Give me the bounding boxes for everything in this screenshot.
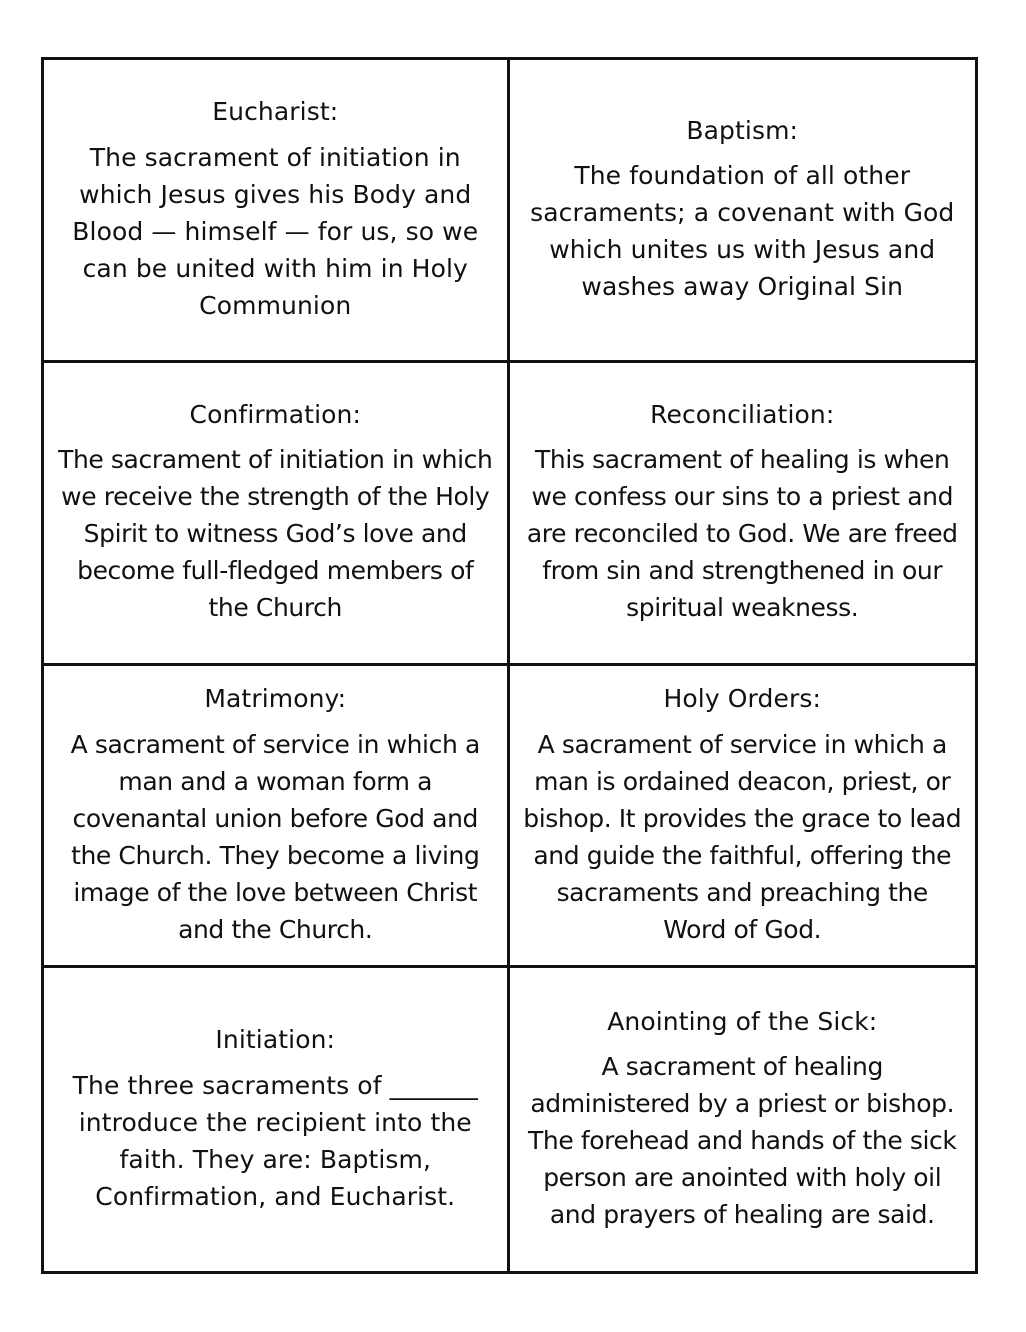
card-definition: The sacrament of initiation in which we receive the strength of the Holy Spirit to witness God’s love and become full-fledged members of the Church [58,445,493,623]
card-eucharist [44,60,510,363]
card-definition: The sacrament of initiation in which Jesus gives his Body and Blood — himself — for us, so we can be united with him in Holy Communion [72,142,479,320]
card-term: Holy Orders: [663,684,821,714]
flashcard-grid [41,57,978,1274]
card-term: Reconciliation: [650,399,835,429]
card-holy-orders [510,666,976,969]
card-definition: A sacrament of service in which a man is ordained deacon, priest, or bishop. It provides the grace to lead and guide the faithful, offering the sacraments and preaching the Word of God. [523,729,962,944]
card-definition: The three sacraments of _______ introduce the recipient into the faith. They are: Baptism, Confirmation, and Eucharist. [72,1070,478,1211]
card-definition: A sacrament of healing administered by a priest or bishop. The forehead and hands of the sick person are anointed with holy oil and prayers of healing are said. [528,1052,957,1230]
card-term: Initiation: [215,1025,336,1055]
card-matrimony [44,666,510,969]
card-baptism [510,60,976,363]
card-reconciliation [510,363,976,666]
card-anointing-of-the-sick [510,968,976,1271]
card-term: Matrimony: [204,684,347,714]
card-definition: A sacrament of service in which a man and a woman form a covenantal union before God and the Church. They become a living image of the love between Christ and the Church. [70,729,480,944]
card-confirmation [44,363,510,666]
card-term: Eucharist: [212,97,339,127]
card-term: Confirmation: [189,399,361,429]
card-definition: This sacrament of healing is when we confess our sins to a priest and are reconciled to God. We are freed from sin and strengthened in our spiritual weakness. [526,445,958,623]
card-term: Anointing of the Sick: [607,1006,878,1036]
card-term: Baptism: [686,115,799,145]
card-initiation [44,968,510,1271]
card-definition: The foundation of all other sacraments; a covenant with God which unites us with Jesus and washes away Original Sin [530,161,955,302]
